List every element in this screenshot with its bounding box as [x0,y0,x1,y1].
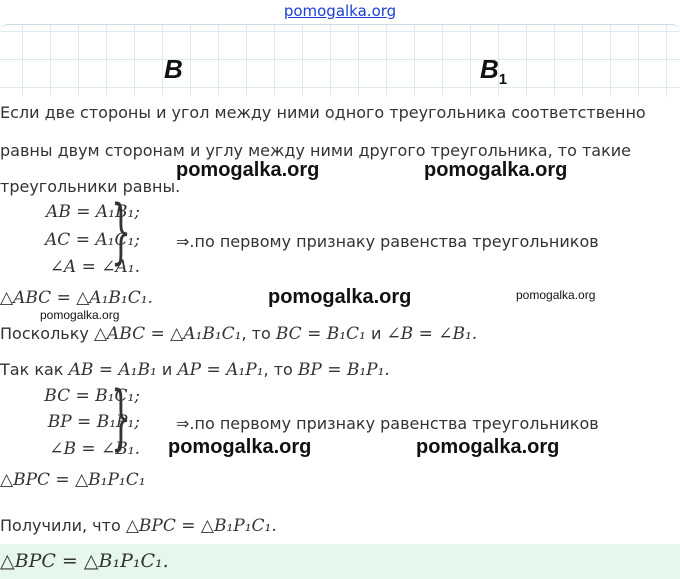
criterion-text-2: ⇒.по первому признаку равенства треугольников [176,414,599,433]
watermark: pomogalka.org [424,159,568,181]
and-word-2: и [161,360,173,379]
equation-system-1 [8,190,150,284]
tak-kak-line [0,360,390,380]
poskolku-line [0,324,477,344]
poskolku-expr: △ABC = △A₁B₁C₁ [93,324,242,344]
angle-equality: ∠B = ∠B₁. [386,324,478,344]
equation-system-2 [8,376,150,470]
system1-eq-2-text: AC = A₁C₁; [45,230,140,250]
poluchili-expr: △BPC = △B₁P₁C₁. [125,516,277,536]
criterion-text-1: ⇒.по первому признаку равенства треугольников [176,232,599,251]
poluchili-word: Получили, что [0,516,121,535]
figure-grid [0,24,680,97]
theorem-line-3: треугольники равны. [0,177,181,196]
vertex-b1-letter: B [480,54,499,84]
brace: } [111,190,132,272]
result-2: △BPC = △B₁P₁C₁ [0,470,146,490]
result-1: △ABC = △A₁B₁C₁. [0,288,153,308]
brace: } [111,376,132,458]
system2-eq-2-text: BP = B₁P₁; [47,412,140,432]
bp-equality: BP = B₁P₁. [297,360,390,380]
vertex-label-b: B [164,54,183,84]
theorem-line-1: Если две стороны и угол между ними одного треугольника соответственно [0,103,646,122]
bc-equality: BC = B₁C₁ [275,324,366,344]
to-word: , то [241,324,271,343]
poskolku-word: Поскольку [0,324,89,343]
vertex-label-b1 [480,54,507,88]
watermark: pomogalka.org [176,159,320,181]
ap-equality: AP = A₁P₁ [177,360,264,380]
system1-eq-3-text: ∠A = ∠A₁. [49,257,140,277]
system2-eq-3-text: ∠B = ∠B₁. [49,439,140,459]
watermark: pomogalka.org [168,436,312,458]
system1-eq-1-text: AB = A₁B₁; [46,202,140,222]
to-word-2: , то [263,360,293,379]
vertex-b1-subscript: 1 [498,71,508,89]
system2-eq-1-text: BC = B₁C₁; [44,386,140,406]
ab-equality: AB = A₁B₁ [68,360,157,380]
poluchili-line [0,516,277,536]
site-link[interactable]: pomogalka.org [283,2,397,20]
theorem-line-2: равны двум сторонам и углу между ними другого треугольника, то такие [0,141,631,160]
watermark-small: pomogalka.org [516,288,596,302]
watermark-small: pomogalka.org [40,308,120,322]
watermark: pomogalka.org [268,286,412,308]
final-answer: △BPC = △B₁P₁C₁. [0,550,169,572]
tak-kak-word: Так как [0,360,64,379]
and-word: и [370,324,382,343]
watermark: pomogalka.org [416,436,560,458]
